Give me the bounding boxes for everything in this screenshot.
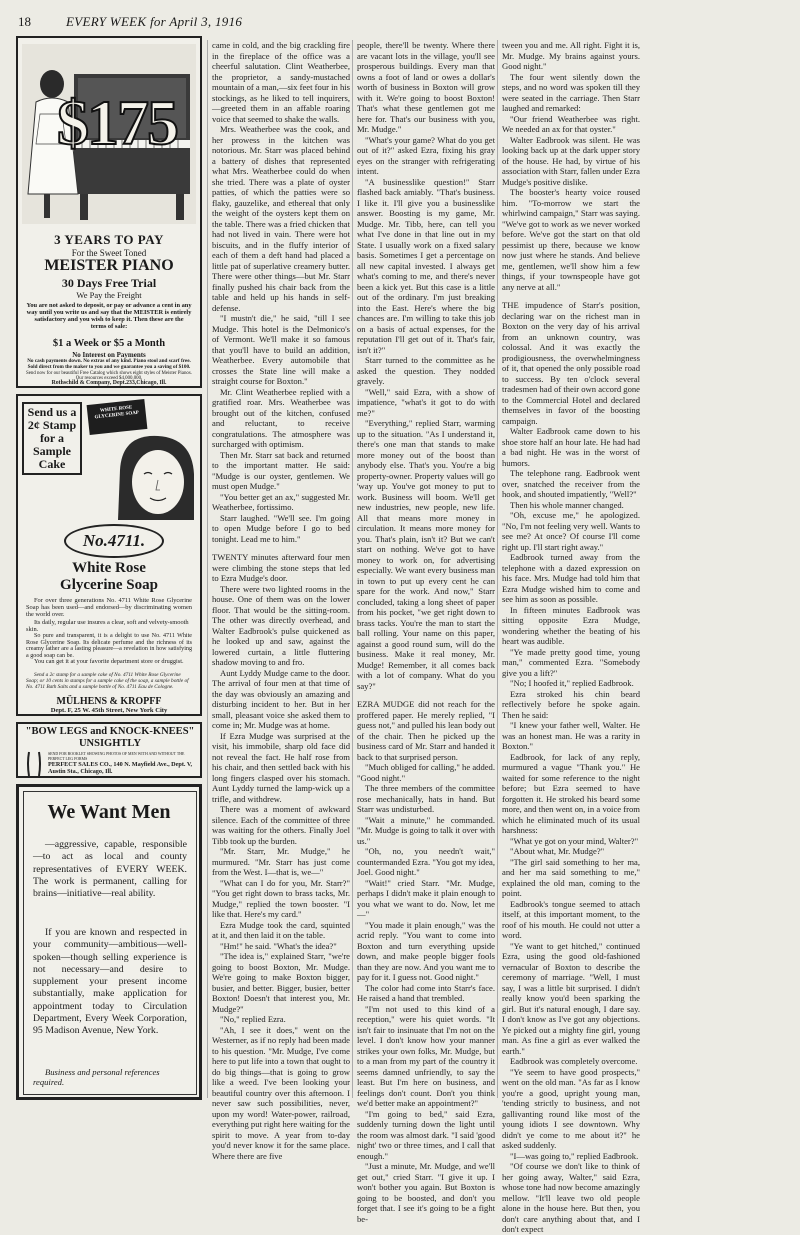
paragraph: Aunt Lyddy Mudge came to the door. The arrival of four men at that time of the day was obviously an amazing and disturbing incident to her. But in her small, pleasant voice she asked them to come in; Mr. Mudge was at home.	[212, 667, 350, 730]
article-column-3	[502, 40, 640, 1234]
paragraph: "Of course we don't like to think of her going away, Walter," said Ezra, whose tone had now become amazingly mellow. "It'll leave two old people alone in the house here. But then, you don't care anything about that, and I don't expect	[502, 1161, 640, 1234]
paragraph: "What can I do for you, Mr. Starr?" "You get right down to brass tacks, Mr. Mudge," replied the town booster. "I like that. Here's my card."	[212, 877, 350, 919]
piano-freight: We Pay the Freight	[76, 290, 142, 300]
soap-send: Send us a 2¢ Stamp for a Sample Cake	[22, 402, 82, 475]
men-body-1: —aggressive, capable, responsible—to act as local and county representatives of EVERY WEEK. The work is permanent, calling for brains—initiative—real ability.	[33, 839, 187, 900]
section-paragraph: THE impudence of Starr's position, declaring war on the richest man in Boxton on the very day of his arrival from an unknown country, was colossal. And it was exactly the prodigiousness, the overwhelmingness of it, that opened the only possible road to success. By ten o'clock several tradesmen had of their own accord gone to the Commercial Hotel and declared themselves in favor of the boosting campaign.	[502, 300, 640, 426]
column-rule	[207, 40, 208, 1098]
soap-body-2: Its daily, regular use insures a clear, soft and velvety-smooth skin.	[26, 619, 189, 633]
leg-forms-ad	[16, 722, 202, 778]
soap-name-1: White Rose	[72, 560, 146, 576]
paragraph: "Hm!" he said. "What's the idea?"	[220, 940, 337, 951]
paragraph: "What ye got on your mind, Walter?"	[510, 835, 639, 846]
soap-ad	[16, 394, 202, 716]
section-paragraph: EZRA MUDGE did not reach for the proffered paper. He merely replied, "I guess not," and pulled his lean body out of the chair. Then he picked up the business card of Mr. Starr and handed it back to that surprised person.	[357, 699, 495, 762]
paragraph: "You made it plain enough," was the acrid reply. "You want to come into Boxton and turn everything upside down, and make people bigger fools than they are now. And you want me to pay for it. I guess not. Good night."	[357, 919, 495, 982]
paragraph: The four went silently down the steps, and no word was spoken till they were seated in the carriage. Then Starr laughed and remarked:	[502, 71, 640, 113]
paragraph: Then Mr. Starr sat back and returned to the important matter. He said: "Mudge is our oyster, gentlemen. We must open Mudge."	[212, 449, 350, 491]
paragraph: "Oh, no, you needn't wait," countermanded Ezra. "You got my idea, Joel. Good night."	[357, 846, 495, 877]
paragraph: "You better get an ax," suggested Mr. Weatherbee, fortissimo.	[212, 491, 350, 512]
men-body-2: If you are known and respected in your community—ambitious—well-spoken—though selling experience is not necessary—and desire to supplement your present income substantially, make application for appointment today to Circulation Department, Every Week Corporation, 95 Madison Avenue, New York.	[33, 927, 187, 1037]
paragraph: Eadbrook was completely overcome.	[510, 1056, 638, 1066]
paragraph: Walter Eadbrook came down to his shoe store half an hour late. He had had a bad night. He was in the worst of humors.	[502, 426, 640, 468]
paragraph: "The girl said something to her ma, and her ma said something to me," explained the old man, coming to the point.	[502, 856, 640, 898]
page-header	[18, 14, 788, 32]
soap-body-4: You can get it at your favorite department store or druggist.	[34, 658, 184, 665]
paragraph: "I'm going to bed," said Ezra, suddenly turning down the light until the room was almost dark. "I said 'good night' two or three times, and I call that enough."	[357, 1108, 495, 1161]
paragraph: "Ye want to get hitched," continued Ezra, using the good old-fashioned vernacular of Boxton to describe the ceremony of marriage. "Well, I must say, I was a little bit surprised. I didn't really know you'd been sparking the girl. But it's natural enough, I dare say. I don't know as I've got any objections. Ye picked out a mighty fine girl, young man. As fine a girl as ever walked the earth."	[502, 940, 640, 1056]
paragraph: Ezra stroked his chin beard reflectively before he spoke again. Then he said:	[502, 688, 640, 720]
paragraph: Mrs. Weatherbee was the cook, and her prowess in the kitchen was notorious. Mr. Starr was placed behind a battery of dishes that represented what Mrs. Weatherbee could do when she tried. There was a plate of oyster patties, of which the patties were so flaky, gauzelike, and ethereal that only the weight of the oysters kept them on the table. There was a fried chicken that had not lived in vain. There were hot biscuits, and in the fluffy interior of each of them a deft hand had placed a little pat of superlative creamery butter. There were other things—but Mr. Starr finally pushed his chair back from the table and held up his hands in self-defense.	[212, 124, 350, 313]
paragraph: "Just a minute, Mr. Mudge, and we'll get out," cried Starr. "I give it up. I won't bother you again. But Boxton is going to be boosted, and don't you forget that. I see it's going to be a fight be-	[357, 1161, 495, 1224]
soap-company: MÜLHENS & KROPFF	[56, 696, 162, 707]
piano-body-2: No cash payments down. No extras of any kind. Piano stool and scarf free. Sold direct from the maker to you and we guarantee you a saving of $100.	[27, 358, 191, 370]
paragraph: The three members of the committee rose mechanically, hats in hand. But Starr was undisturbed.	[357, 783, 495, 814]
paragraph: "Ye made pretty good time, young man," commented Ezra. "Somebody give you a lift?"	[502, 646, 640, 678]
paragraph: If Ezra Mudge was surprised at the visit, his immobile, sharp old face did not reveal the fact. He half rose from his chair, and then settled back with his long fingers clasped over his stomach. Aunt Lyddy turned the lamp-wick up a trifle, and withdrew.	[212, 730, 350, 804]
paragraph: "I mustn't die," he said, "till I see Mudge. This hotel is the Delmonico's of Vermont. We'll make it so famous that you'll have to build an addition, Weatherbee. Every automobile that crosses the State line will make a straight course for Boxton."	[212, 313, 350, 386]
paragraph: The booster's hearty voice roused him. "To-morrow we start the whirlwind campaign," Starr was saying. "We've got to work as we never worked before. We've got the start on that old pessimist up there, because we know now just where he stands. And believe me, gentlemen, we'll show him a few things, if your townspeople have got any nerve at all."	[502, 187, 640, 292]
paragraph: "What's your game? What do you get out of it?" asked Ezra, fixing his gray eyes on the stranger with refrigerating intent.	[357, 134, 495, 176]
page-title: EVERY WEEK for April 3, 1916	[66, 14, 243, 29]
paragraph: "Much obliged for calling," he added. "Good night."	[357, 762, 495, 783]
paragraph: people, there'll be twenty. Where there are vacant lots in the village, you'll see prosperous buildings. Every man that owns a foot of land or owes a dollar's worth of business in Boxton will grow with it. We're going to boost Boxton! That's what these gentlemen got me here for. That's our business with you, Mr. Mudge."	[357, 40, 495, 134]
piano-body-1: You are not asked to deposit, or pay or advance a cent in any way until you write us and say that the MEISTER is entirely satisfactory and you wish to keep it. Then these are the terms of sale:	[26, 302, 192, 330]
paragraph: Eadbrook turned away from the telephone with a dazed expression on his face. Mrs. Mudge had told him that Ezra Mudge wished him to come and see him as soon as possible.	[502, 552, 640, 604]
article-column-2	[357, 40, 495, 1224]
paragraph: Starr laughed. "We'll see. I'm going to open Mudge before I go to bed tonight. Lead me to him."	[212, 512, 350, 544]
paragraph: "Mr. Starr, Mr. Mudge," he murmured. "Mr. Starr has just come from the West. I—that is, we—"	[212, 846, 350, 877]
paragraph: There were two lighted rooms in the house. One of them was on the lower floor. That would be the sitting-room. The other was directly overhead, and Walter Eadbrook's pulse quickened as he looked up and saw, against the lowered curtain, a little fluttering shadow moving to and fro.	[212, 583, 350, 667]
paragraph: Eadbrook's tongue seemed to attach itself, at this important moment, to the roof of his mouth. He could not utter a word.	[502, 898, 640, 940]
paragraph: tween you and me. All right. Fight it is, Mr. Mudge. My brains against yours. Good night."	[502, 40, 640, 71]
paragraph: Walter Eadbrook was silent. He was looking back up at the dark upper story of the house. He had, by virtue of his association with Starr, fallen under Ezra Mudge's positive dislike.	[502, 134, 640, 187]
legs-illustration	[24, 752, 44, 776]
paragraph: The color had come into Starr's face. He raised a hand that trembled.	[357, 982, 495, 1003]
piano-terms: $1 a Week or $5 a Month	[52, 338, 166, 349]
soap-body-3: So pure and transparent, it is a delight to use No. 4711 White Rose Glycerine Soap. Its delicate perfume and the richness of its creamy lather are a lasting pleasure—a revelation in how satisfying a good soap can be.	[26, 633, 192, 659]
paragraph: Ezra Mudge took the card, squinted at it, and then laid it on the table.	[212, 919, 350, 940]
men-headline: We Want Men	[47, 801, 171, 823]
piano-brand: MEISTER PIANO	[44, 257, 174, 274]
piano-for-the: For the Sweet Toned	[71, 248, 147, 258]
piano-trial: 30 Days Free Trial	[61, 276, 157, 290]
article-column-1	[212, 40, 350, 1161]
paragraph: "Everything," replied Starr, warming up to the situation. "As I understand it, there's one man that stands to make more money out of the boost than anybody else. That's you. You're a big property-owner. Property values will go 'way up. You've got money to put to work. Business will boom. We'll get new industries, new people, new life. All that means more money in circulation. It means more money for you. That's plain, isn't it? But we can't start on nothing. We've got to have money to work on, for advertising especially. We want every business man in town to put up every cent he can spare for the work. And now," Starr concluded, taking a long sheet of paper from his pocket, "we get right down to brass tacks. You're the man to start the ball rolling. Your name on this paper, against a good round sum, will do the business. Make it real money, Mr. Mudge! Remember, it all comes back with a lot of company. What do you say?"	[357, 418, 495, 691]
piano-no-interest: No Interest on Payments	[72, 351, 146, 359]
paragraph: There was a moment of awkward silence. Each of the committee of three was waiting for the others. Finally Joel Tibb took up the burden.	[212, 804, 350, 846]
soap-address: Dept. F, 25 W. 45th Street, New York City	[50, 707, 168, 714]
soap-box-label: WHITE ROSE GLYCERINE SOAP	[94, 405, 140, 421]
soap-logo: No.4711.	[64, 524, 164, 558]
soap-name-2: Glycerine Soap	[60, 577, 158, 593]
piano-body-3: Send now for our beautiful Free Catalog which shows eight styles of Meister Pianos. Our resources exceed $4,000,000.	[26, 371, 192, 382]
page-number: 18	[18, 14, 31, 29]
paragraph: The telephone rang. Eadbrook went over, snatched the receiver from the hook, and shouted impatiently, "Well?"	[502, 468, 640, 499]
paragraph: "Our friend Weatherbee was right. We needed an ax for that oyster."	[502, 113, 640, 134]
paragraph: "I—was going to," replied Eadbrook.	[510, 1150, 639, 1161]
paragraph: "Ye seem to have good prospects," went on the old man. "As far as I know you're a good, upright young man, 'tending strictly to business, and not gallivanting round like most of the young idiots I see downtown. Why didn't ye come to me about it?" he asked suddenly.	[502, 1066, 640, 1150]
column-rule	[497, 40, 498, 1098]
paragraph: "Wait a minute," he commanded. "Mr. Mudge is going to talk it over with us."	[357, 814, 495, 846]
paragraph: In fifteen minutes Eadbrook was sitting opposite Ezra Mudge, wondering whether the beating of his heart was audible.	[502, 604, 640, 646]
paragraph: "About what, Mr. Mudge?"	[510, 846, 605, 856]
paragraph: came in cold, and the big crackling fire in the fireplace of the office was a cheerful salutation. Clint Weatherbee, the proprietor, a sandy-mustached mountain of a man,—six feet four in his stockings, as he liked to tell inquirers,—greeted them in an affable roaring voice that seemed to shake the walls.	[212, 40, 350, 124]
paragraph: "Oh, excuse me," he apologized. "No, I'm not feeling very well. Wants to see me? At once? Of course I'll come right up. I'll start right away."	[502, 510, 640, 552]
legs-small: SEND FOR BOOKLET SHOWING PHOTOS OF MEN WITH AND WITHOUT THE PERFECT LEG FORMS	[48, 752, 185, 761]
ads-column	[16, 36, 202, 1100]
paragraph: "Well," said Ezra, with a show of impatience, "what's it got to do with me?"	[357, 386, 495, 418]
paragraph: "I'm not used to this kind of a reception," were his quiet words. "It isn't fair to insinuate that I'm not on the level. I don't know how your manner strikes your own folks, Mr. Mudge, but to a man from my part of the country it seems damned unfriendly, to say the least. But I'm here on business, and feelings don't count. Don't you think we'd better make an appointment?"	[357, 1003, 495, 1108]
paragraph: Starr turned to the committee as he asked the question. They nodded gravely.	[357, 355, 495, 386]
paragraph: Mr. Clint Weatherbee replied with a gratified roar. Mrs. Weatherbee was brought out of the kitchen, confused and reluctant, to receive congratulations. The atmosphere was surcharged with optimism.	[212, 386, 350, 449]
piano-years: 3 YEARS TO PAY	[54, 232, 164, 247]
legs-headline: "BOW LEGS and KNOCK-KNEES" UNSIGHTLY	[25, 726, 195, 749]
section-paragraph: TWENTY minutes afterward four men were climbing the stone steps that led to Ezra Mudge's door.	[212, 552, 350, 583]
paragraph: Then his whole manner changed.	[510, 499, 624, 510]
paragraph: "A businesslike question!" Starr flashed back amiably. "That's business. I like it. I'll give you a businesslike answer. Boosting is my game, Mr. Mudge. Mr. Tibb, here, can tell you what I've done in that line out in my State. I usually work on a fixed salary basis. Sometimes I get a percentage on all new capital invested. I always get what's coming to me, and there's never been a kick yet. But this case is a little out of the ordinary. I'm just breaking into the East. Here's where the big chances are. I'm willing to take this job on a basis of actual expenses, for the reputation I'll get out of it. That's fair, isn't it?"	[357, 176, 495, 355]
men-footer: Business and personal references required.	[33, 1067, 160, 1087]
piano-price: $175	[57, 87, 177, 158]
column-rule	[352, 40, 353, 1098]
paragraph: "Wait!" cried Starr. "Mr. Mudge, perhaps I didn't make it plain enough to you what we want to do. Now, let me—"	[357, 877, 495, 919]
paragraph: "No; I hoofed it," replied Eadbrook.	[510, 678, 634, 688]
legs-company: PERFECT SALES CO., 140 N. Mayfield Ave., Dept. V, Austin Sta., Chicago, Ill.	[48, 761, 193, 775]
woman-portrait-illustration	[110, 430, 200, 520]
soap-body-5: Send a 2c stamp for a sample cake of No. 4711 White Rose Glycerine Soap; or 10 cents in stamps for a sample cake of the soap, a sample bottle of No. 4711 Bath Salts and a sample bottle of No. 4711 Eau de Cologne.	[26, 672, 189, 690]
we-want-men-ad	[16, 784, 202, 1100]
soap-body-1: For over three generations No. 4711 White Rose Glycerine Soap has been used—and endorsed—by discriminating women the world over.	[26, 597, 192, 618]
piano-ad	[16, 36, 202, 388]
piano-company: Rothschild & Company, Dept.233,Chicago, Ill.	[51, 380, 167, 386]
paragraph: "Ah, I see it does," went on the Westerner, as if no reply had been made to his question. "Mr. Mudge, I've come here to put life into a town that ought to do big things—that is going to grow like a weed. I've been looking your beautiful country over this afternoon. I never saw such possibilities, never, upon my word! Water-power, railroad, everything put right here waiting for the spirit to move. A year from to-day you'd never know it for the same place. Where there are five	[212, 1024, 350, 1161]
paragraph: Eadbrook, for lack of any reply, murmured a vague "Thank you." He waited for some reference to the night before; but Ezra seemed to have forgotten it. He stroked his beard some more, and then went on, in a voice from which he eliminated much of its usual harshness:	[502, 751, 640, 835]
paragraph: "The idea is," explained Starr, "we're going to boost Boxton, Mr. Mudge. We're going to make Boxton bigger, busier, and better. Bigger, busier, better Boxton! Doesn't that interest you, Mr. Mudge?"	[212, 951, 350, 1014]
paragraph: "I knew your father well, Walter. He was an honest man. He was a rarity in Boxton."	[502, 720, 640, 751]
paragraph: "No," replied Ezra.	[220, 1014, 286, 1024]
